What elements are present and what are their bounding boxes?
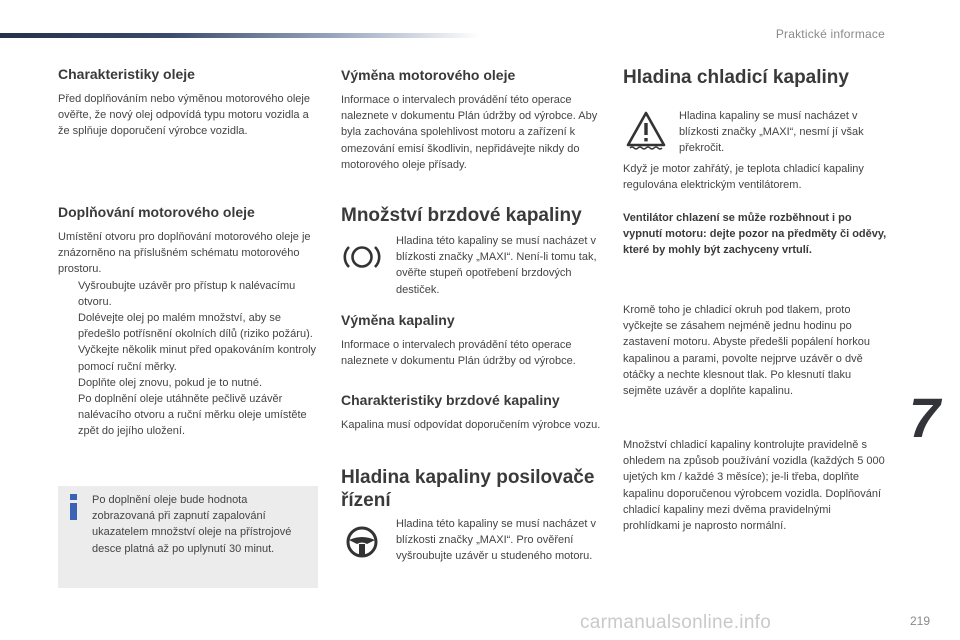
page-number: 219 — [909, 614, 930, 628]
oil-change-text: Informace o intervalech provádění této operace naleznete v dokumentu Plán údržby od výrobce. Aby byla zachována spolehlivost motoru a zařízení k omezování emisí škodlivin, nepřidávejte nikdy do motorového oleje přísady. — [341, 94, 598, 171]
power-steering-title: Hladina kapaliny posilovače řízení — [341, 467, 595, 511]
brake-fluid-title: Množství brzdové kapaliny — [341, 205, 582, 226]
oil-topup-section — [58, 204, 320, 440]
brake-fluid-spec-text: Kapalina musí odpovídat doporučením výrobce vozu. — [341, 419, 601, 431]
fluid-change-section — [341, 312, 603, 369]
list-item: Vyšroubujte uzávěr pro přístup k nalévacímu otvoru. — [78, 279, 296, 308]
section-header-title: Praktické informace — [775, 27, 885, 41]
fan-warning-text: Ventilátor chlazení se může rozběhnout i po vypnutí motoru: dejte pozor na předměty či oděvy, které by mohly být zachyceny vrtulí. — [623, 212, 887, 257]
column-1 — [58, 66, 320, 140]
info-icon — [70, 494, 78, 520]
oil-characteristics-title: Charakteristiky oleje — [58, 66, 195, 82]
steering-wheel-icon — [342, 523, 382, 561]
pressure-text: Kromě toho je chladicí okruh pod tlakem, proto vyčkejte se zásahem nejméně jednu hodinu po zastavení motoru. Abyste předešli popálení horkou kapalinou a parami, povolte nejprve uzávěr o dvě otáčky a nechte klesnout tlak. Po klesnutí tlaku sejměte uzávěr a doplňte kapalinu. — [623, 304, 871, 398]
watermark: carmanualsonline.info — [580, 612, 772, 633]
coolant-warning-icon — [626, 111, 666, 151]
coolant-level-text: Hladina kapaliny se musí nacházet v blízkosti značky „MAXI“, nesmí jí však překročit. — [679, 110, 864, 155]
oil-topup-title: Doplňování motorového oleje — [58, 204, 255, 220]
fluid-change-text: Informace o intervalech provádění této operace naleznete v dokumentu Plán údržby od výrobce. — [341, 339, 576, 368]
list-item: Dolévejte olej po malém množství, aby se předešlo potřísnění okolních dílů (riziko požáru). — [78, 312, 313, 341]
oil-characteristics-text: Před doplňováním nebo výměnou motorového oleje ověřte, že nový olej odpovídá typu motoru vozidla a že splňuje doporučení výrobce vozidla. — [58, 93, 310, 138]
info-note-box — [58, 486, 318, 588]
brake-warning-icon — [342, 241, 382, 273]
chapter-number: 7 — [908, 386, 940, 449]
fluid-change-title: Výměna kapaliny — [341, 312, 455, 328]
coolant-check-text: Množství chladicí kapaliny kontrolujte pravidelně s ohledem na způsob používání vozidla (každých 5 000 ujetých km / každé 3 měsíce); je-li třeba, doplňte kapalinu doporučenou výrobcem vozidla. Doplňování chladicí kapaliny mezi dvěma pravidelnými prohlídkami je naprosto normální. — [623, 439, 885, 533]
oil-topup-steps — [58, 278, 320, 440]
brake-fluid-spec-section — [341, 392, 603, 433]
list-item: Doplňte olej znovu, pokud je to nutné. — [78, 376, 263, 389]
power-steering-text: Hladina této kapaliny se musí nacházet v blízkosti značky „MAXI“. Pro ověření vyšroubujte uzávěr u studeného motoru. — [396, 518, 596, 563]
coolant-title: Hladina chladicí kapaliny — [623, 67, 849, 88]
list-item: Po doplnění oleje utáhněte pečlivě uzávěr nalévacího otvoru a ruční měrku oleje umístěte zpět do jejího uložení. — [78, 393, 307, 438]
oil-change-section — [341, 67, 603, 173]
brake-fluid-spec-title: Charakteristiky brzdové kapaliny — [341, 392, 560, 408]
oil-change-title: Výměna motorového oleje — [341, 67, 516, 83]
brake-fluid-text: Hladina této kapaliny se musí nacházet v blízkosti značky „MAXI“. Není-li tomu tak, ověřte stupeň opotřebení brzdových destiček. — [396, 235, 597, 296]
coolant-temp-text: Když je motor zahřátý, je teplota chladicí kapaliny regulována elektrickým ventilátorem. — [623, 163, 864, 192]
oil-topup-intro: Umístění otvoru pro doplňování motorového oleje je znázorněno na příslušném schématu motorového prostoru. — [58, 231, 311, 276]
info-note-text: Po doplnění oleje bude hodnota zobrazovaná při zapnutí zapalování ukazatelem množství oleje na přístrojové desce platná až po uplynutí 30 minut. — [92, 494, 292, 555]
list-item: Vyčkejte několik minut před opakováním kontroly pomocí ruční měrky. — [78, 344, 317, 373]
header-bar — [0, 33, 480, 38]
